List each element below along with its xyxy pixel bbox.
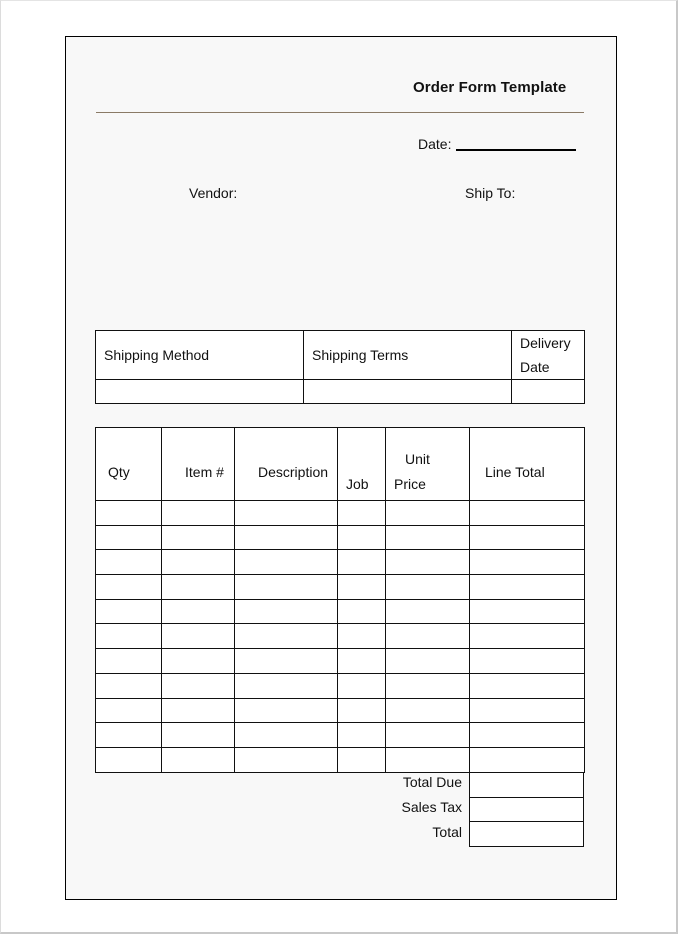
unit-price-cell[interactable] <box>386 599 470 624</box>
item-number-cell[interactable] <box>162 550 235 575</box>
line-total-cell[interactable] <box>470 525 585 550</box>
unit-price-cell[interactable] <box>386 501 470 526</box>
job-cell[interactable] <box>338 624 386 649</box>
item-number-cell[interactable] <box>162 525 235 550</box>
shipping-header-row <box>96 331 585 380</box>
shipping-terms-header: Shipping Terms <box>304 331 512 380</box>
qty-label: Qty <box>108 464 130 480</box>
line-total-cell[interactable] <box>470 575 585 600</box>
job-cell[interactable] <box>338 525 386 550</box>
unit-price-cell[interactable] <box>386 723 470 748</box>
table-row <box>96 501 585 526</box>
item-number-cell[interactable] <box>162 501 235 526</box>
unit-price-cell[interactable] <box>386 747 470 772</box>
table-row <box>96 698 585 723</box>
description-header <box>235 428 338 501</box>
total-label: Total <box>432 824 462 840</box>
qty-cell[interactable] <box>96 575 162 600</box>
item-number-cell[interactable] <box>162 747 235 772</box>
shipping-method-header: Shipping Method <box>96 331 304 380</box>
job-cell[interactable] <box>338 698 386 723</box>
description-cell[interactable] <box>235 723 338 748</box>
unit-price-cell[interactable] <box>386 673 470 698</box>
item-number-label: Item # <box>185 464 224 480</box>
item-number-header <box>162 428 235 501</box>
job-cell[interactable] <box>338 550 386 575</box>
sales-tax-field[interactable] <box>469 798 584 823</box>
table-row <box>96 550 585 575</box>
unit-price-header <box>386 428 470 501</box>
description-cell[interactable] <box>235 525 338 550</box>
shipping-method-cell[interactable] <box>96 380 304 404</box>
line-total-cell[interactable] <box>470 501 585 526</box>
shipping-terms-cell[interactable] <box>304 380 512 404</box>
delivery-date-cell[interactable] <box>512 380 585 404</box>
line-total-cell[interactable] <box>470 624 585 649</box>
qty-header <box>96 428 162 501</box>
job-cell[interactable] <box>338 575 386 600</box>
qty-cell[interactable] <box>96 525 162 550</box>
qty-cell[interactable] <box>96 599 162 624</box>
description-cell[interactable] <box>235 673 338 698</box>
page-title: Order Form Template <box>413 79 567 96</box>
table-row <box>96 624 585 649</box>
job-cell[interactable] <box>338 501 386 526</box>
item-number-cell[interactable] <box>162 624 235 649</box>
total-due-label: Total Due <box>402 774 462 790</box>
unit-price-cell[interactable] <box>386 525 470 550</box>
table-row <box>96 747 585 772</box>
line-total-cell[interactable] <box>470 550 585 575</box>
shipping-value-row <box>96 380 585 404</box>
description-cell[interactable] <box>235 624 338 649</box>
unit-price-cell[interactable] <box>386 550 470 575</box>
unit-price-cell[interactable] <box>386 649 470 674</box>
item-number-cell[interactable] <box>162 575 235 600</box>
item-number-cell[interactable] <box>162 723 235 748</box>
total-field[interactable] <box>469 822 584 847</box>
vendor-label: Vendor: <box>189 185 238 201</box>
unit-price-cell[interactable] <box>386 575 470 600</box>
date-sub-label: Date <box>520 359 550 375</box>
description-cell[interactable] <box>235 747 338 772</box>
job-cell[interactable] <box>338 673 386 698</box>
description-cell[interactable] <box>235 501 338 526</box>
table-row <box>96 649 585 674</box>
description-cell[interactable] <box>235 649 338 674</box>
sales-tax-label: Sales Tax <box>401 799 462 815</box>
line-total-cell[interactable] <box>470 698 585 723</box>
table-row <box>96 723 585 748</box>
job-cell[interactable] <box>338 723 386 748</box>
total-due-field[interactable] <box>469 773 584 798</box>
job-cell[interactable] <box>338 649 386 674</box>
qty-cell[interactable] <box>96 698 162 723</box>
qty-cell[interactable] <box>96 723 162 748</box>
job-header <box>338 428 386 501</box>
unit-label: Unit <box>405 451 430 467</box>
line-total-label: Line Total <box>485 464 545 480</box>
line-total-cell[interactable] <box>470 747 585 772</box>
job-label: Job <box>346 476 369 492</box>
qty-cell[interactable] <box>96 550 162 575</box>
shipping-table <box>95 330 585 404</box>
qty-cell[interactable] <box>96 747 162 772</box>
qty-cell[interactable] <box>96 501 162 526</box>
qty-cell[interactable] <box>96 673 162 698</box>
description-cell[interactable] <box>235 550 338 575</box>
line-total-header <box>470 428 585 501</box>
items-table <box>95 427 585 773</box>
title-divider <box>96 112 584 113</box>
description-cell[interactable] <box>235 698 338 723</box>
item-number-cell[interactable] <box>162 599 235 624</box>
delivery-date-header <box>512 331 585 380</box>
items-header-row <box>96 428 585 501</box>
delivery-label: Delivery <box>520 335 571 351</box>
table-row <box>96 599 585 624</box>
ship-to-label: Ship To: <box>465 185 516 201</box>
description-label: Description <box>258 464 329 480</box>
item-number-cell[interactable] <box>162 698 235 723</box>
line-total-cell[interactable] <box>470 599 585 624</box>
unit-price-cell[interactable] <box>386 624 470 649</box>
table-row <box>96 673 585 698</box>
job-cell[interactable] <box>338 599 386 624</box>
line-total-cell[interactable] <box>470 673 585 698</box>
price-label: Price <box>394 476 426 492</box>
line-total-cell[interactable] <box>470 649 585 674</box>
description-cell[interactable] <box>235 575 338 600</box>
table-row <box>96 525 585 550</box>
item-number-cell[interactable] <box>162 673 235 698</box>
date-field[interactable] <box>456 149 576 151</box>
qty-cell[interactable] <box>96 624 162 649</box>
date-label: Date: <box>418 136 452 152</box>
unit-price-cell[interactable] <box>386 698 470 723</box>
line-total-cell[interactable] <box>470 723 585 748</box>
job-cell[interactable] <box>338 747 386 772</box>
description-cell[interactable] <box>235 599 338 624</box>
item-number-cell[interactable] <box>162 649 235 674</box>
table-row <box>96 575 585 600</box>
qty-cell[interactable] <box>96 649 162 674</box>
totals-box <box>469 773 584 847</box>
